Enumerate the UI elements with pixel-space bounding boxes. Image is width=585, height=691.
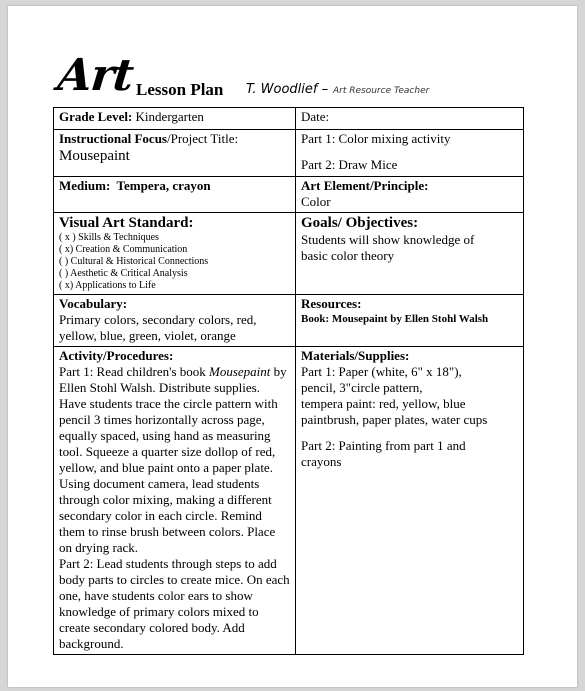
activity-line: Have students trace the circle pattern with — [59, 396, 278, 411]
activity-line: through color mixing, making a different — [59, 492, 272, 507]
materials-line: Part 2: Painting from part 1 and — [301, 438, 466, 453]
activity-line: body parts to circles to create mice. On each — [59, 572, 290, 587]
materials-line: crayons — [301, 454, 342, 469]
vocabulary-line: Primary colors, secondary colors, red, — [59, 312, 257, 327]
art-element-label: Art Element/Principle: — [301, 178, 429, 193]
visual-art-standard-cell — [54, 213, 296, 295]
teacher-role: Art Resource Teacher — [333, 86, 430, 96]
standard-item: ( ) Cultural & Historical Connections — [59, 256, 209, 267]
resources-cell — [296, 295, 524, 347]
project-part-1: Part 1: Color mixing activity — [301, 131, 451, 146]
medium-cell — [54, 177, 296, 213]
materials-cell — [296, 347, 524, 655]
grade-level-label: Grade Level: — [59, 109, 133, 124]
vocabulary-cell — [54, 295, 296, 347]
medium-label: Medium: — [59, 178, 111, 193]
goals-line: Students will show knowledge of — [301, 232, 475, 247]
activity-line: Using document camera, lead students — [59, 476, 260, 491]
materials-line: pencil, 3"circle pattern, — [301, 380, 423, 395]
materials-line: paintbrush, paper plates, water cups — [301, 412, 488, 427]
project-title: Mousepaint — [59, 148, 130, 164]
activity-line: knowledge of primary colors mixed to — [59, 604, 259, 619]
activity-line: them to rinse brush between colors. Place — [59, 524, 276, 539]
table-row — [54, 295, 524, 347]
project-part-2: Part 2: Draw Mice — [301, 157, 398, 172]
resources-label: Resources: — [301, 296, 362, 311]
date-label: Date: — [301, 109, 330, 124]
activity-line: create secondary colored body. Add — [59, 620, 245, 635]
grade-level-cell — [54, 108, 296, 130]
activity-line: Part 2: Lead students through steps to add — [59, 556, 277, 571]
project-parts-cell — [296, 130, 524, 177]
materials-line: tempera paint: red, yellow, blue — [301, 396, 466, 411]
activity-line: secondary color in each circle. Remind — [59, 508, 262, 523]
materials-label: Materials/Supplies: — [301, 348, 410, 363]
teacher-name: T. Woodlief – — [246, 82, 329, 97]
grade-level-value: Kindergarten — [135, 109, 204, 124]
activity-line: background. — [59, 636, 124, 651]
lesson-plan-table — [53, 107, 524, 655]
instructional-focus-cell — [54, 130, 296, 177]
table-row — [54, 347, 524, 655]
standard-item: ( x) Creation & Communication — [59, 244, 188, 255]
activity-line: on drying rack. — [59, 540, 139, 555]
standard-item: ( ) Aesthetic & Critical Analysis — [59, 268, 188, 279]
activity-line: Part 1: Read children's book Mousepaint by — [59, 364, 287, 379]
document-header — [55, 50, 558, 110]
lesson-plan-page — [8, 6, 577, 687]
vocabulary-label: Vocabulary: — [59, 296, 128, 311]
art-element-cell — [296, 177, 524, 213]
art-element-value: Color — [301, 194, 331, 209]
goals-line: basic color theory — [301, 248, 395, 263]
table-row — [54, 213, 524, 295]
activity-line: pencil 3 times horizontally across page, — [59, 412, 265, 427]
lesson-plan-title: Lesson Plan — [136, 80, 224, 99]
medium-value: Tempera, crayon — [116, 178, 211, 193]
table-row — [54, 108, 524, 130]
activity-cell — [54, 347, 296, 655]
materials-line: Part 1: Paper (white, 6" x 18"), — [301, 364, 462, 379]
resources-value: Book: Mousepaint by Ellen Stohl Walsh — [301, 313, 489, 325]
activity-line: tool. Squeeze a quarter size dollop of red, — [59, 444, 276, 459]
standard-item: ( x) Applications to Life — [59, 280, 156, 291]
activity-line: Ellen Stohl Walsh. Distribute supplies. — [59, 380, 260, 395]
project-title-label: /Project Title: — [166, 131, 239, 146]
activity-line: equally spaced, using hand as measuring — [59, 428, 271, 443]
goals-cell — [296, 213, 524, 295]
vocabulary-line: yellow, blue, green, violet, orange — [59, 328, 236, 343]
table-row — [54, 130, 524, 177]
activity-line: yellow, and blue paint onto a paper plate. — [59, 460, 273, 475]
standard-item: ( x ) Skills & Techniques — [59, 232, 159, 243]
date-cell — [296, 108, 524, 130]
activity-label: Activity/Procedures: — [59, 348, 174, 363]
art-title: Art — [55, 50, 136, 101]
visual-art-standard-label: Visual Art Standard: — [59, 215, 194, 231]
activity-line: one, have students color ears to show — [59, 588, 253, 603]
book-title: Mousepaint — [209, 364, 271, 379]
goals-label: Goals/ Objectives: — [301, 215, 419, 231]
instructional-focus-label: Instructional Focus — [59, 131, 167, 146]
table-row — [54, 177, 524, 213]
